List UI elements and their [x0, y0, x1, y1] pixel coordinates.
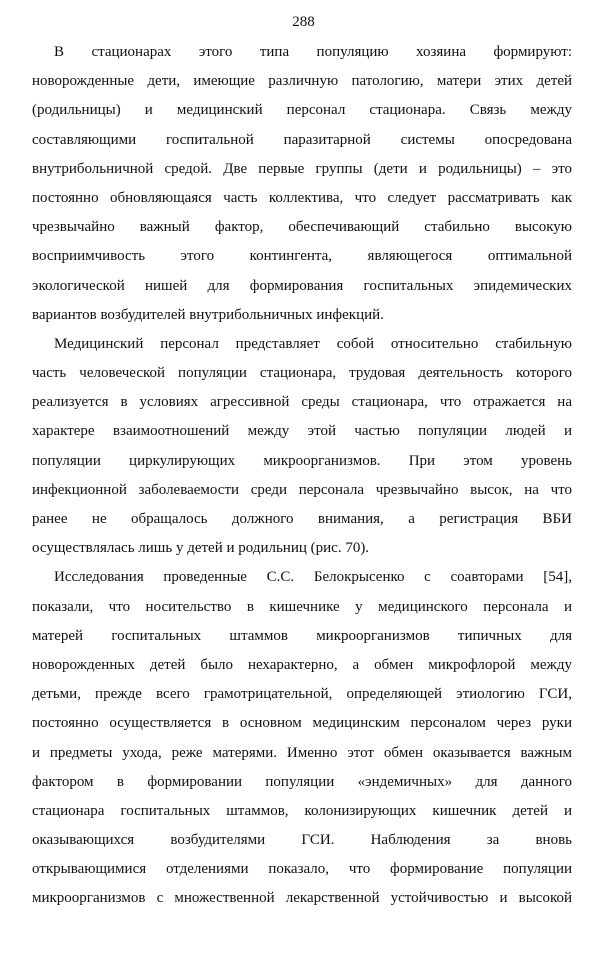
text-line: (родильницы) и медицинский персонал стационара. Связь между	[32, 102, 572, 119]
text-line: и предметы ухода, реже матерями. Именно этот обмен оказывается важным	[32, 744, 572, 761]
page-number: 288	[292, 14, 315, 30]
text-line: показали, что носительство в кишечнике у медицинского персонала и	[32, 598, 572, 615]
text-line: внутрибольничной средой. Две первые группы (дети и родильницы) – это	[32, 160, 572, 177]
text-line: открывающимися отделениями показало, что формирование популяции	[32, 861, 572, 878]
text-line: В стационарах этого типа популяцию хозяина формируют:	[54, 44, 572, 60]
paragraph-research-findings	[32, 563, 572, 913]
text-line: ранее не обращалось должного внимания, а регистрация ВБИ	[32, 511, 572, 527]
text-line: экологической нишей для формирования госпитальных эпидемических	[32, 277, 572, 294]
text-line: реализуется в условиях агрессивной среды стационара, что отражается на	[32, 394, 572, 411]
text-line: фактором в формировании популяции «эндемичных» для данного	[32, 773, 572, 790]
text-line: Медицинский персонал представляет собой относительно стабильную	[54, 335, 572, 352]
paragraph-medical-staff	[32, 330, 572, 564]
text-line: оказывающихся возбудителями ГСИ. Наблюдения за вновь	[32, 832, 572, 849]
text-line: осуществлялась лишь у детей и родильниц (рис. 70).	[32, 540, 370, 557]
text-line: микроорганизмов с множественной лекарственной устойчивостью и высокой	[32, 890, 572, 907]
text-line: новорожденные дети, имеющие различную патологию, матери этих детей	[32, 73, 572, 90]
text-line: стационара госпитальных штаммов, колонизирующих кишечник детей и	[32, 802, 572, 819]
text-line: составляющими госпитальной паразитарной системы опосредована	[32, 131, 572, 148]
text-line: инфекционной заболеваемости среди персонала чрезвычайно высок, на что	[32, 481, 572, 498]
text-line: часть человеческой популяции стационара, трудовая деятельность которого	[32, 365, 572, 382]
text-line: детьми, прежде всего грамотрицательной, определяющей этиологию ГСИ,	[32, 686, 572, 703]
text-line: характере взаимоотношений между этой частью популяции людей и	[32, 423, 572, 440]
text-line: популяции циркулирующих микроорганизмов. При этом уровень	[32, 452, 572, 469]
text-line: чрезвычайно важный фактор, обеспечивающий стабильно высокую	[32, 219, 572, 236]
page-body	[32, 38, 572, 914]
text-line: матерей госпитальных штаммов микроорганизмов типичных для	[32, 627, 572, 644]
text-line: постоянно осуществляется в основном медицинским персоналом через руки	[32, 715, 572, 732]
text-line: новорожденных детей было нехарактерно, а обмен микрофлорой между	[32, 656, 572, 673]
text-line: восприимчивость этого контингента, являющегося оптимальной	[32, 248, 572, 265]
text-line: Исследования проведенные С.С. Белокрысенко с соавторами [54],	[54, 569, 572, 586]
text-line: постоянно обновляющаяся часть коллектива, что следует рассматривать как	[32, 189, 572, 206]
text-line: вариантов возбудителей внутрибольничных инфекций.	[32, 306, 384, 323]
paragraph-hospital-population	[32, 38, 572, 330]
